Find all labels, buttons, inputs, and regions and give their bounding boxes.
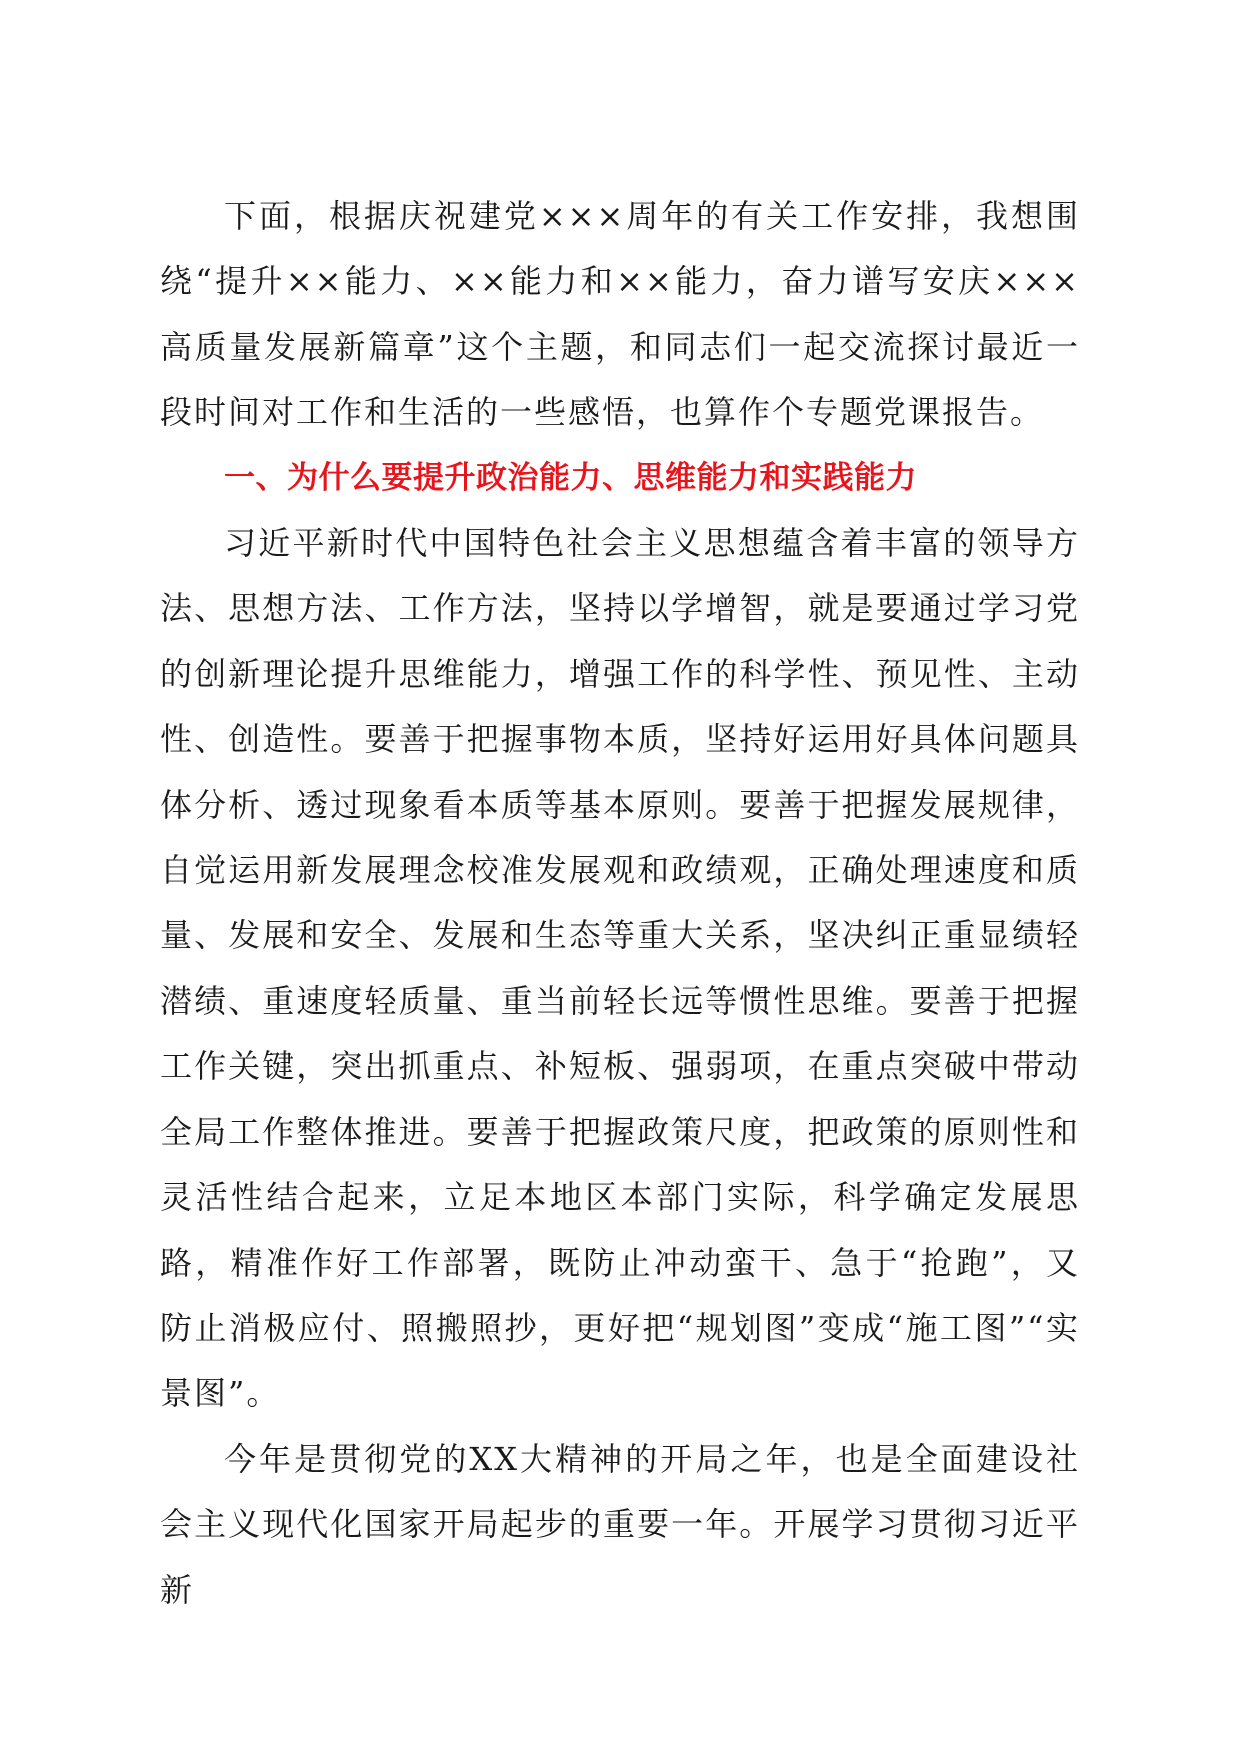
- intro-paragraph: 下面，根据庆祝建党×××周年的有关工作安排，我想围绕“提升××能力、××能力和××能力，奋力谱写安庆×××高质量发展新篇章”这个主题，和同志们一起交流探讨最近一段时间对工作和生活的一些感悟，也算作个专题党课报告。: [160, 197, 1080, 432]
- document-body: [160, 184, 1080, 1623]
- section-heading-1: 一、为什么要提升政治能力、思维能力和实践能力: [224, 459, 917, 496]
- body-paragraph-2: 今年是贯彻党的XX大精神的开局之年，也是全面建设社会主义现代化国家开局起步的重要一年。开展学习贯彻习近平新: [160, 1439, 1080, 1609]
- body-paragraph-1: 习近平新时代中国特色社会主义思想蕴含着丰富的领导方法、思想方法、工作方法，坚持以学增智，就是要通过学习党的创新理论提升思维能力，增强工作的科学性、预见性、主动性、创造性。要善于把握事物本质，坚持好运用好具体问题具体分析、透过现象看本质等基本原则。要善于把握发展规律，自觉运用新发展理念校准发展观和政绩观，正确处理速度和质量、发展和安全、发展和生态等重大关系，坚决纠正重显绩轻潜绩、重速度轻质量、重当前轻长远等惯性思维。要善于把握工作关键，突出抓重点、补短板、强弱项，在重点突破中带动全局工作整体推进。要善于把握政策尺度，把政策的原则性和灵活性结合起来，立足本地区本部门实际，科学确定发展思路，精准作好工作部署，既防止冲动蛮干、急于“抢跑”，又防止消极应付、照搬照抄，更好把“规划图”变成“施工图”“实景图”。: [160, 524, 1080, 1413]
